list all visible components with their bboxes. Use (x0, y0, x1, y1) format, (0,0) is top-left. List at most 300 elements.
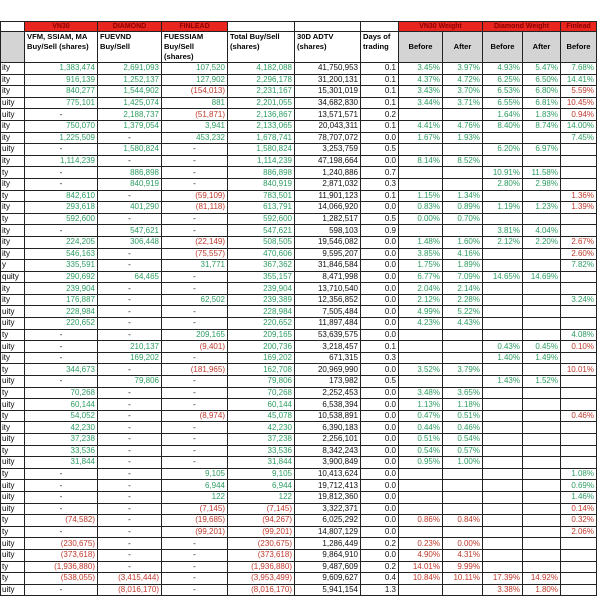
vfm-buy-sell: 546,163 (25, 248, 98, 260)
diamond-weight-after (523, 190, 561, 202)
stock-name: ty (1, 167, 25, 179)
table-row (1, 202, 597, 214)
fuevnd-buy-sell: - (98, 248, 162, 260)
finlead-weight-before: 5.59% (561, 86, 597, 98)
stock-name: ty (1, 410, 25, 422)
fuessiam-buy-sell: 107,520 (162, 63, 228, 75)
fuessiam-buy-sell: - (162, 213, 228, 225)
vfm-buy-sell: - (25, 584, 98, 596)
vn30-weight-after: 3.65% (443, 387, 483, 399)
diamond-weight-after (523, 526, 561, 538)
fuessiam-buy-sell: (75,557) (162, 248, 228, 260)
vfm-buy-sell: (1,936,880) (25, 561, 98, 573)
adtv: 1,240,886 (295, 167, 361, 179)
vfm-buy-sell: - (25, 144, 98, 156)
stock-name: uity (1, 434, 25, 446)
vn30-weight-before: 0.23% (399, 538, 443, 550)
vfm-buy-sell: - (25, 526, 98, 538)
stock-name: ity (1, 294, 25, 306)
table-row (1, 399, 597, 411)
vn30-weight-after (443, 584, 483, 596)
adtv: 10,413,624 (295, 468, 361, 480)
vfm-buy-sell: (373,618) (25, 549, 98, 561)
days-of-trading: 0.4 (361, 573, 399, 585)
vn30-weight-after (443, 352, 483, 364)
total-buy-sell: 508,505 (228, 236, 295, 248)
table-row (1, 120, 597, 132)
total-buy-sell: 886,898 (228, 167, 295, 179)
adtv: 671,315 (295, 352, 361, 364)
stock-name: uity (1, 538, 25, 550)
fuessiam-buy-sell: - (162, 306, 228, 318)
table-row (1, 457, 597, 469)
header-vn30-after: After (443, 32, 483, 63)
table-row (1, 434, 597, 446)
vfm-buy-sell: - (25, 167, 98, 179)
stock-name: ity (1, 283, 25, 295)
adtv: 34,682,830 (295, 97, 361, 109)
days-of-trading: 0.3 (361, 178, 399, 190)
fuevnd-buy-sell: - (98, 422, 162, 434)
table-row (1, 178, 597, 190)
adtv: 8,342,243 (295, 445, 361, 457)
stock-name: ty (1, 213, 25, 225)
adtv: 1,286,449 (295, 538, 361, 550)
fuevnd-buy-sell: - (98, 364, 162, 376)
diamond-weight-before: 3.38% (483, 584, 523, 596)
total-buy-sell: 613,791 (228, 202, 295, 214)
fuessiam-buy-sell: (99,201) (162, 526, 228, 538)
diamond-weight-before: 1.64% (483, 109, 523, 121)
stock-name: quity (1, 271, 25, 283)
fuevnd-buy-sell: - (98, 515, 162, 527)
fuessiam-buy-sell: 453,232 (162, 132, 228, 144)
vn30-weight-after: 4.16% (443, 248, 483, 260)
vn30-weight-before: 1.48% (399, 236, 443, 248)
adtv: 8,471,998 (295, 271, 361, 283)
fuevnd-buy-sell: - (98, 480, 162, 492)
finlead-weight-before: 7.68% (561, 63, 597, 75)
diamond-weight-after (523, 364, 561, 376)
days-of-trading: 0.0 (361, 248, 399, 260)
table-row (1, 352, 597, 364)
diamond-weight-after: 11.58% (523, 167, 561, 179)
stock-name: uity (1, 109, 25, 121)
diamond-weight-before: 14.65% (483, 271, 523, 283)
table-row (1, 248, 597, 260)
vn30-weight-before: 4.37% (399, 74, 443, 86)
total-buy-sell: 239,389 (228, 294, 295, 306)
days-of-trading: 0.0 (361, 457, 399, 469)
vn30-weight-after: 2.14% (443, 283, 483, 295)
table-row (1, 468, 597, 480)
total-buy-sell: (8,016,170) (228, 584, 295, 596)
vn30-weight-before (399, 503, 443, 515)
vn30-weight-after: 0.51% (443, 410, 483, 422)
table-row (1, 318, 597, 330)
vn30-weight-after: 0.84% (443, 515, 483, 527)
vfm-buy-sell: 228,984 (25, 306, 98, 318)
stock-name: ity (1, 120, 25, 132)
diamond-weight-after (523, 213, 561, 225)
days-of-trading: 0.1 (361, 97, 399, 109)
fuessiam-buy-sell: - (162, 561, 228, 573)
diamond-weight-before (483, 364, 523, 376)
days-of-trading: 0.0 (361, 364, 399, 376)
days-of-trading: 0.0 (361, 468, 399, 480)
adtv: 6,538,394 (295, 399, 361, 411)
vn30-weight-before (399, 167, 443, 179)
vn30-weight-before (399, 341, 443, 353)
fuessiam-buy-sell: - (162, 283, 228, 295)
total-buy-sell: (94,267) (228, 515, 295, 527)
finlead-weight-before: 0.46% (561, 410, 597, 422)
diamond-weight-before: 10.91% (483, 167, 523, 179)
vn30-weight-after (443, 144, 483, 156)
stock-name: uity (1, 584, 25, 596)
fuessiam-buy-sell: - (162, 445, 228, 457)
table-row (1, 271, 597, 283)
fuevnd-buy-sell: - (98, 306, 162, 318)
vfm-buy-sell: 176,887 (25, 294, 98, 306)
diamond-weight-after (523, 294, 561, 306)
total-buy-sell: (7,145) (228, 503, 295, 515)
adtv: 9,864,910 (295, 549, 361, 561)
stock-name: ty (1, 526, 25, 538)
vn30-weight-before (399, 480, 443, 492)
finlead-weight-before: 0.69% (561, 480, 597, 492)
finlead-weight-before (561, 271, 597, 283)
adtv: 3,322,371 (295, 503, 361, 515)
days-of-trading: 0.1 (361, 120, 399, 132)
diamond-weight-after (523, 445, 561, 457)
header-adtv: 30D ADTV (shares) (295, 32, 361, 63)
stock-name: ty (1, 561, 25, 573)
diamond-weight-after: 2.98% (523, 178, 561, 190)
vn30-weight-after: 5.22% (443, 306, 483, 318)
vn30-weight-before: 0.54% (399, 445, 443, 457)
vfm-buy-sell: 60,144 (25, 399, 98, 411)
diamond-weight-before (483, 434, 523, 446)
vfm-buy-sell: 916,139 (25, 74, 98, 86)
stock-name: uity (1, 503, 25, 515)
fuevnd-buy-sell: 1,425,074 (98, 97, 162, 109)
table-row (1, 109, 597, 121)
total-buy-sell: 200,736 (228, 341, 295, 353)
vfm-buy-sell: - (25, 178, 98, 190)
vn30-weight-after: 7.09% (443, 271, 483, 283)
table-row (1, 410, 597, 422)
diamond-weight-after: 5.47% (523, 63, 561, 75)
table-row (1, 341, 597, 353)
stock-name: ity (1, 63, 25, 75)
vn30-weight-before: 2.12% (399, 294, 443, 306)
fuevnd-buy-sell: - (98, 318, 162, 330)
fuessiam-buy-sell: 62,502 (162, 294, 228, 306)
fuevnd-buy-sell: (8,016,170) (98, 584, 162, 596)
diamond-weight-after (523, 538, 561, 550)
header-vn30-before: Before (399, 32, 443, 63)
diamond-weight-after (523, 468, 561, 480)
diamond-weight-after (523, 515, 561, 527)
total-buy-sell: 1,678,741 (228, 132, 295, 144)
adtv: 9,595,207 (295, 248, 361, 260)
stock-name: uity (1, 457, 25, 469)
total-buy-sell: 2,201,055 (228, 97, 295, 109)
header-vfm: VFM, SSIAM, MA Buy/Sell (shares) (25, 32, 98, 63)
fuevnd-buy-sell: 1,252,137 (98, 74, 162, 86)
adtv: 19,812,360 (295, 491, 361, 503)
fuessiam-buy-sell: - (162, 584, 228, 596)
adtv: 11,897,484 (295, 318, 361, 330)
total-buy-sell: (230,675) (228, 538, 295, 550)
diamond-weight-before: 2.80% (483, 178, 523, 190)
finlead-weight-before (561, 155, 597, 167)
total-buy-sell: 2,296,178 (228, 74, 295, 86)
adtv: 14,066,920 (295, 202, 361, 214)
vn30-weight-after: 4.31% (443, 549, 483, 561)
vn30-weight-before (399, 329, 443, 341)
group-diamond-weight: Diamond Weight (483, 22, 561, 32)
fuevnd-buy-sell: 1,544,902 (98, 86, 162, 98)
table-row (1, 364, 597, 376)
days-of-trading: 0.0 (361, 526, 399, 538)
diamond-weight-after (523, 480, 561, 492)
total-buy-sell: 840,919 (228, 178, 295, 190)
finlead-weight-before (561, 213, 597, 225)
fuevnd-buy-sell: - (98, 190, 162, 202)
table-row (1, 422, 597, 434)
blank-cell (295, 22, 361, 32)
finlead-weight-before (561, 352, 597, 364)
fuessiam-buy-sell: - (162, 573, 228, 585)
diamond-weight-after (523, 491, 561, 503)
group-header-row (1, 22, 597, 32)
fuessiam-buy-sell: 127,902 (162, 74, 228, 86)
stock-name: uity (1, 480, 25, 492)
days-of-trading: 0.0 (361, 422, 399, 434)
vn30-weight-before: 8.14% (399, 155, 443, 167)
diamond-weight-after (523, 399, 561, 411)
fuevnd-buy-sell: - (98, 549, 162, 561)
adtv: 31,846,584 (295, 260, 361, 272)
header-stock (1, 32, 25, 63)
table-row (1, 306, 597, 318)
diamond-weight-before (483, 190, 523, 202)
total-buy-sell: 31,844 (228, 457, 295, 469)
diamond-weight-before: 1.40% (483, 352, 523, 364)
vfm-buy-sell: 54,052 (25, 410, 98, 422)
fuevnd-buy-sell: 886,898 (98, 167, 162, 179)
fuevnd-buy-sell: - (98, 387, 162, 399)
stock-name: uity (1, 376, 25, 388)
days-of-trading: 0.0 (361, 503, 399, 515)
fuevnd-buy-sell: - (98, 410, 162, 422)
group-finlead-weight: Finlead (561, 22, 597, 32)
finlead-weight-before (561, 573, 597, 585)
vfm-buy-sell: 33,536 (25, 445, 98, 457)
fuevnd-buy-sell: - (98, 434, 162, 446)
finlead-weight-before (561, 144, 597, 156)
fuessiam-buy-sell: 6,944 (162, 480, 228, 492)
vn30-weight-after: 1.93% (443, 132, 483, 144)
diamond-weight-after (523, 410, 561, 422)
fuessiam-buy-sell: - (162, 434, 228, 446)
adtv: 9,609,627 (295, 573, 361, 585)
stock-name: ity (1, 86, 25, 98)
table-row (1, 584, 597, 596)
diamond-weight-before (483, 387, 523, 399)
vn30-weight-before: 1.67% (399, 132, 443, 144)
diamond-weight-before (483, 155, 523, 167)
table-row (1, 445, 597, 457)
table-row (1, 144, 597, 156)
stock-name: uity (1, 306, 25, 318)
table-row (1, 538, 597, 550)
days-of-trading: 0.0 (361, 294, 399, 306)
fuessiam-buy-sell: (81,118) (162, 202, 228, 214)
days-of-trading: 0.0 (361, 549, 399, 561)
diamond-weight-after: 8.74% (523, 120, 561, 132)
stock-name: ity (1, 155, 25, 167)
diamond-weight-before: 1.43% (483, 376, 523, 388)
finlead-weight-before (561, 178, 597, 190)
days-of-trading: 0.0 (361, 399, 399, 411)
fuevnd-buy-sell: - (98, 283, 162, 295)
vn30-weight-after: 0.46% (443, 422, 483, 434)
fuevnd-buy-sell: - (98, 294, 162, 306)
adtv: 2,256,101 (295, 434, 361, 446)
diamond-weight-after: 2.20% (523, 236, 561, 248)
header-finlead-before: Before (561, 32, 597, 63)
vn30-weight-after: 1.60% (443, 236, 483, 248)
vn30-weight-before (399, 468, 443, 480)
vfm-buy-sell: 840,277 (25, 86, 98, 98)
vfm-buy-sell: 37,238 (25, 434, 98, 446)
vfm-buy-sell: - (25, 329, 98, 341)
diamond-weight-after (523, 132, 561, 144)
finlead-weight-before (561, 399, 597, 411)
fuessiam-buy-sell: - (162, 144, 228, 156)
vfm-buy-sell: (538,055) (25, 573, 98, 585)
finlead-weight-before (561, 387, 597, 399)
adtv: 53,639,575 (295, 329, 361, 341)
finlead-weight-before (561, 434, 597, 446)
table-row (1, 491, 597, 503)
diamond-weight-after (523, 457, 561, 469)
diamond-weight-before (483, 410, 523, 422)
vn30-weight-before: 0.83% (399, 202, 443, 214)
days-of-trading: 0.5 (361, 144, 399, 156)
total-buy-sell: 70,268 (228, 387, 295, 399)
diamond-weight-after: 6.50% (523, 74, 561, 86)
group-vn30: VN30 (25, 22, 98, 32)
fuessiam-buy-sell: 31,771 (162, 260, 228, 272)
vn30-weight-before: 3.52% (399, 364, 443, 376)
etf-rebalance-table (0, 21, 597, 596)
vn30-weight-before: 2.04% (399, 283, 443, 295)
days-of-trading: 0.0 (361, 155, 399, 167)
finlead-weight-before: 1.36% (561, 190, 597, 202)
diamond-weight-before (483, 260, 523, 272)
days-of-trading: 0.5 (361, 376, 399, 388)
finlead-weight-before (561, 561, 597, 573)
stock-name: ity (1, 422, 25, 434)
adtv: 10,538,891 (295, 410, 361, 422)
vfm-buy-sell: 42,230 (25, 422, 98, 434)
diamond-weight-before (483, 422, 523, 434)
adtv: 31,200,131 (295, 74, 361, 86)
vn30-weight-after: 9.99% (443, 561, 483, 573)
vn30-weight-after: 1.00% (443, 457, 483, 469)
vn30-weight-before: 3.48% (399, 387, 443, 399)
vn30-weight-before: 14.01% (399, 561, 443, 573)
diamond-weight-before (483, 457, 523, 469)
vn30-weight-before (399, 526, 443, 538)
diamond-weight-after: 1.49% (523, 352, 561, 364)
stock-name: ty (1, 329, 25, 341)
vn30-weight-before: 0.86% (399, 515, 443, 527)
vn30-weight-before: 0.00% (399, 213, 443, 225)
vfm-buy-sell: - (25, 352, 98, 364)
days-of-trading: 0.0 (361, 260, 399, 272)
days-of-trading: 0.9 (361, 225, 399, 237)
stock-name: ity (1, 236, 25, 248)
vn30-weight-before (399, 225, 443, 237)
fuevnd-buy-sell: 169,202 (98, 352, 162, 364)
diamond-weight-after (523, 260, 561, 272)
fuessiam-buy-sell: (51,871) (162, 109, 228, 121)
days-of-trading: 0.0 (361, 329, 399, 341)
group-finlead: FINLEAD (162, 22, 228, 32)
total-buy-sell: 33,536 (228, 445, 295, 457)
finlead-weight-before: 1.08% (561, 468, 597, 480)
stock-name: ty (1, 468, 25, 480)
diamond-weight-after (523, 503, 561, 515)
total-buy-sell: 1,114,239 (228, 155, 295, 167)
table-row (1, 74, 597, 86)
vfm-buy-sell: 775,101 (25, 97, 98, 109)
fuevnd-buy-sell: - (98, 526, 162, 538)
stock-name: ty (1, 573, 25, 585)
adtv: 20,043,311 (295, 120, 361, 132)
vfm-buy-sell: - (25, 480, 98, 492)
fuessiam-buy-sell: - (162, 538, 228, 550)
vfm-buy-sell: - (25, 503, 98, 515)
diamond-weight-after (523, 306, 561, 318)
total-buy-sell: 220,652 (228, 318, 295, 330)
table-row (1, 97, 597, 109)
vn30-weight-before (399, 109, 443, 121)
header-fuessiam: FUESSIAM Buy/Sell (shares) (162, 32, 228, 63)
days-of-trading: 0.0 (361, 480, 399, 492)
adtv: 20,969,990 (295, 364, 361, 376)
vn30-weight-after: 1.89% (443, 260, 483, 272)
table-row (1, 155, 597, 167)
diamond-weight-before: 8.40% (483, 120, 523, 132)
fuevnd-buy-sell: - (98, 213, 162, 225)
blank-cell (1, 22, 25, 32)
table-row (1, 549, 597, 561)
table-row (1, 503, 597, 515)
diamond-weight-after (523, 549, 561, 561)
table-row (1, 294, 597, 306)
vn30-weight-before: 3.85% (399, 248, 443, 260)
finlead-weight-before (561, 225, 597, 237)
vn30-weight-after: 0.57% (443, 445, 483, 457)
total-buy-sell: 1,580,824 (228, 144, 295, 156)
diamond-weight-before (483, 491, 523, 503)
